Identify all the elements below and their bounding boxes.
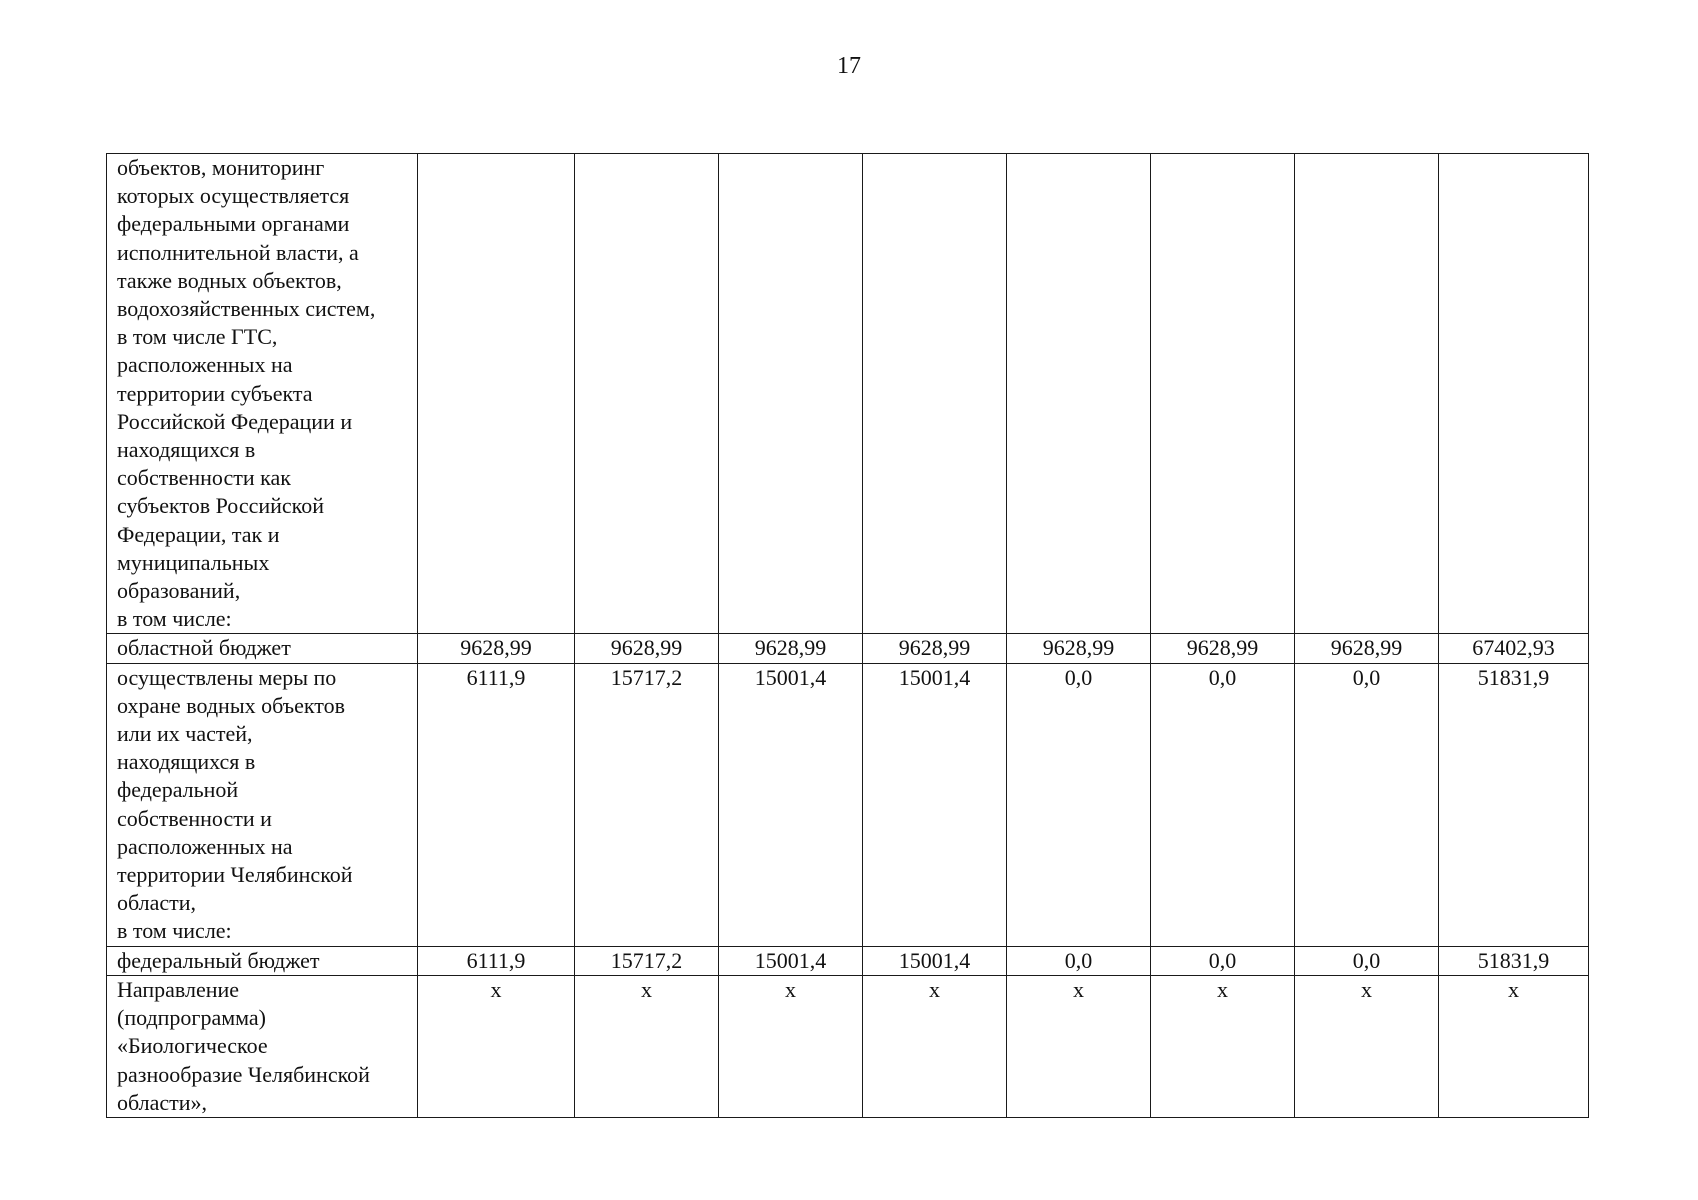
- row-label-line: водохозяйственных систем,: [117, 296, 376, 322]
- value-cell: 9628,99: [1295, 634, 1439, 663]
- value-cell: х: [1151, 975, 1295, 1117]
- row-label-line: субъектов Российской: [117, 493, 325, 519]
- value-cell: х: [418, 975, 575, 1117]
- value-cell: х: [1007, 975, 1151, 1117]
- total-cell: 51831,9: [1439, 946, 1589, 975]
- row-label-line: образований,: [117, 578, 241, 604]
- value-cell: 9628,99: [1007, 634, 1151, 663]
- row-label-line: области»,: [117, 1089, 208, 1115]
- row-label-line: собственности как: [117, 465, 291, 491]
- row-label-line: расположенных на: [117, 833, 293, 859]
- value-cell: [1007, 154, 1151, 634]
- row-label-line: «Биологическое: [117, 1033, 268, 1059]
- row-label-line: областной бюджет: [117, 635, 291, 661]
- row-label-line: которых осуществляется: [117, 183, 350, 209]
- row-label-line: Российской Федерации и: [117, 408, 353, 434]
- total-cell: 67402,93: [1439, 634, 1589, 663]
- value-cell: 9628,99: [863, 634, 1007, 663]
- value-cell: 15001,4: [863, 946, 1007, 975]
- value-cell: 0,0: [1151, 946, 1295, 975]
- row-label: [107, 946, 418, 975]
- table-row: [107, 975, 1589, 1117]
- row-label-line: собственности и: [117, 805, 272, 831]
- row-label: [107, 663, 418, 946]
- row-label: [107, 634, 418, 663]
- value-cell: 15717,2: [575, 663, 719, 946]
- row-label: [107, 975, 418, 1117]
- budget-table: [106, 153, 1589, 1118]
- row-label-line: территории Челябинской: [117, 862, 353, 888]
- row-label-line: в том числе:: [117, 606, 232, 632]
- table-row: [107, 634, 1589, 663]
- row-label-line: находящихся в: [117, 437, 256, 463]
- value-cell: 0,0: [1295, 663, 1439, 946]
- value-cell: [719, 154, 863, 634]
- value-cell: 9628,99: [719, 634, 863, 663]
- row-label-line: расположенных на: [117, 352, 293, 378]
- table-body: [107, 154, 1589, 1118]
- value-cell: 6111,9: [418, 946, 575, 975]
- row-label-line: осуществлены меры по: [117, 664, 337, 690]
- row-label-line: объектов, мониторинг: [117, 155, 325, 180]
- value-cell: 15717,2: [575, 946, 719, 975]
- value-cell: [418, 154, 575, 634]
- total-cell: х: [1439, 975, 1589, 1117]
- row-label-line: также водных объектов,: [117, 267, 342, 293]
- value-cell: [575, 154, 719, 634]
- table-row: [107, 663, 1589, 946]
- value-cell: 15001,4: [863, 663, 1007, 946]
- row-label-line: находящихся в: [117, 749, 256, 775]
- value-cell: [1295, 154, 1439, 634]
- value-cell: [1151, 154, 1295, 634]
- row-label-line: исполнительной власти, а: [117, 239, 359, 265]
- row-label-line: в том числе:: [117, 918, 232, 944]
- table-row: [107, 154, 1589, 634]
- value-cell: 0,0: [1295, 946, 1439, 975]
- value-cell: х: [719, 975, 863, 1117]
- row-label-line: разнообразие Челябинской: [117, 1061, 370, 1087]
- value-cell: 0,0: [1007, 946, 1151, 975]
- page-number: 17: [837, 53, 861, 79]
- value-cell: 0,0: [1007, 663, 1151, 946]
- row-label-line: области,: [117, 890, 197, 916]
- total-cell: 51831,9: [1439, 663, 1589, 946]
- value-cell: 15001,4: [719, 663, 863, 946]
- value-cell: 6111,9: [418, 663, 575, 946]
- value-cell: х: [575, 975, 719, 1117]
- row-label-line: федеральной: [117, 777, 239, 803]
- row-label-line: или их частей,: [117, 721, 253, 747]
- value-cell: х: [863, 975, 1007, 1117]
- value-cell: 9628,99: [575, 634, 719, 663]
- value-cell: х: [1295, 975, 1439, 1117]
- value-cell: 9628,99: [418, 634, 575, 663]
- value-cell: 0,0: [1151, 663, 1295, 946]
- total-cell: [1439, 154, 1589, 634]
- value-cell: 9628,99: [1151, 634, 1295, 663]
- value-cell: 15001,4: [719, 946, 863, 975]
- table-row: [107, 946, 1589, 975]
- row-label-line: федеральными органами: [117, 211, 350, 237]
- row-label-line: в том числе ГТС,: [117, 324, 278, 350]
- row-label-line: (подпрограмма): [117, 1005, 267, 1031]
- row-label: [107, 154, 418, 634]
- row-label-line: Федерации, так и: [117, 521, 280, 547]
- row-label-line: охране водных объектов: [117, 692, 346, 718]
- row-label-line: федеральный бюджет: [117, 947, 320, 973]
- row-label-line: территории субъекта: [117, 380, 313, 406]
- row-label-line: Направление: [117, 976, 240, 1002]
- row-label-line: муниципальных: [117, 549, 270, 575]
- value-cell: [863, 154, 1007, 634]
